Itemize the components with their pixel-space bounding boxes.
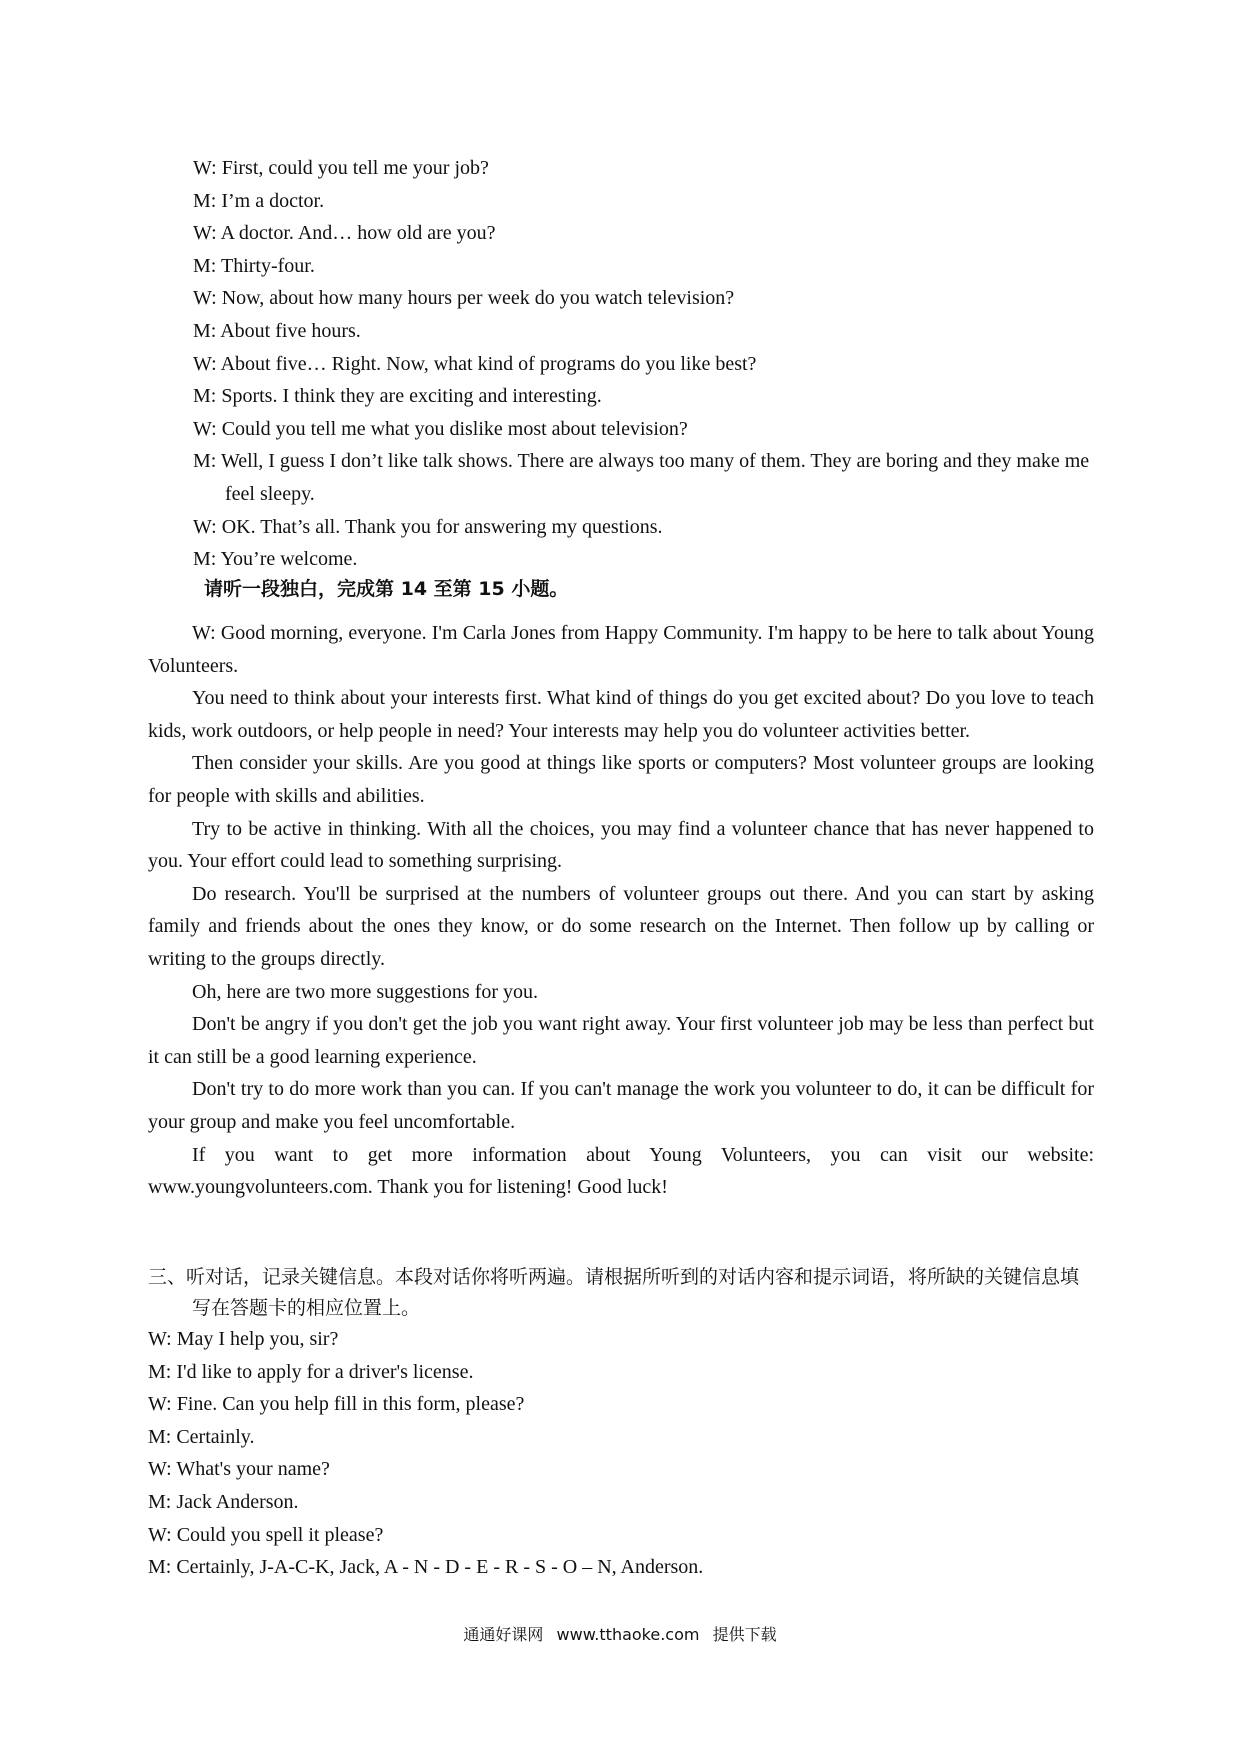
license-dialogue xyxy=(148,1323,1094,1584)
footer-url: www.tthaoke.com xyxy=(556,1625,700,1644)
paragraph: Do research. You'll be surprised at the numbers of volunteer groups out there. And you can start by asking family and friends about the ones they know, or do some research on the Internet. Then follow up by calling or writing to the groups directly. xyxy=(148,882,1094,970)
paragraph: Oh, here are two more suggestions for you. xyxy=(192,980,539,1003)
footer-suffix: 提供下载 xyxy=(712,1625,777,1644)
dialogue-line: W: A doctor. And… how old are you? xyxy=(193,222,496,245)
dialogue-line: W: About five… Right. Now, what kind of programs do you like best? xyxy=(193,352,757,375)
dialogue-line: M: Sports. I think they are exciting and interesting. xyxy=(193,385,602,408)
dialogue-line: M: I'd like to apply for a driver's license. xyxy=(148,1360,474,1383)
paragraph: You need to think about your interests first. What kind of things do you get excited about? Do you love to teach kids, work outdoors, or help people in need? Your interests may help you do volunteer activities better. xyxy=(148,687,1094,742)
section-title: 三、听对话，记录关键信息。本段对话你将听两遍。请根据所听到的对话内容和提示词语，将所缺的关键信息填写在答题卡的相应位置上。 xyxy=(148,1266,1080,1319)
dialogue-line: W: First, could you tell me your job? xyxy=(193,157,489,179)
dialogue-line: W: Fine. Can you help fill in this form, please? xyxy=(148,1393,525,1416)
dialogue-line: M: Thirty-four. xyxy=(193,254,315,277)
section-three-instructions xyxy=(148,1262,1094,1324)
page-footer xyxy=(0,1624,1240,1646)
footer-site-name: 通通好课网 xyxy=(463,1625,544,1644)
dialogue-line: M: You’re welcome. xyxy=(193,548,358,571)
survey-dialogue xyxy=(193,152,1093,576)
paragraph: Don't try to do more work than you can. If you can't manage the work you volunteer to do, it can be difficult for your group and make you feel uncomfortable. xyxy=(148,1078,1094,1133)
dialogue-line: M: Certainly. xyxy=(148,1425,255,1448)
dialogue-line: M: Jack Anderson. xyxy=(148,1490,299,1513)
paragraph: Try to be active in thinking. With all the choices, you may find a volunteer chance that has never happened to you. Your effort could lead to something surprising. xyxy=(148,817,1094,873)
paragraph: If you want to get more information about Young Volunteers, you can visit our website: www.youngvolunteers.com. Thank you for listening! Good luck! xyxy=(148,1143,1094,1199)
paragraph: W: Good morning, everyone. I'm Carla Jones from Happy Community. I'm happy to be here to talk about Young Volunteers. xyxy=(148,622,1094,677)
paragraph: Then consider your skills. Are you good at things like sports or computers? Most volunteer groups are looking for people with skills and abilities. xyxy=(148,752,1094,807)
dialogue-line: W: May I help you, sir? xyxy=(148,1328,339,1350)
dialogue-line: M: Well, I guess I don’t like talk shows. There are always too many of them. They are boring and they make me feel sleepy. xyxy=(193,450,1090,505)
paragraph: Don't be angry if you don't get the job you want right away. Your first volunteer job may be less than perfect but it can still be a good learning experience. xyxy=(148,1013,1094,1068)
dialogue-line: W: What's your name? xyxy=(148,1458,330,1481)
dialogue-line: W: Now, about how many hours per week do you watch television? xyxy=(193,287,735,310)
monologue-text xyxy=(148,617,1094,1204)
dialogue-line: W: OK. That’s all. Thank you for answering my questions. xyxy=(193,515,663,538)
monologue-heading: 请听一段独白，完成第 14 至第 15 小题。 xyxy=(204,578,569,600)
dialogue-line: W: Could you tell me what you dislike most about television? xyxy=(193,417,688,440)
dialogue-line: M: About five hours. xyxy=(193,319,361,342)
dialogue-line: W: Could you spell it please? xyxy=(148,1523,384,1546)
dialogue-line: M: Certainly, J-A-C-K, Jack, A - N - D - E - R - S - O – N, Anderson. xyxy=(148,1556,704,1579)
dialogue-line: M: I’m a doctor. xyxy=(193,189,325,212)
